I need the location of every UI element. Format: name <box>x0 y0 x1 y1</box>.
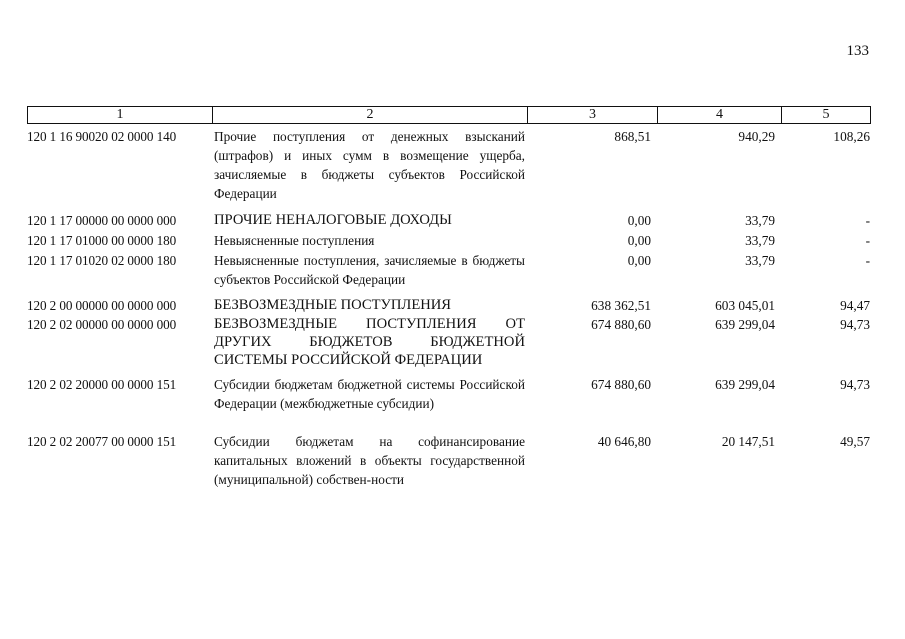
row-description: БЕЗВОЗМЕЗДНЫЕ ПОСТУПЛЕНИЯ ОТ ДРУГИХ БЮДЖЕТОВ БЮДЖЕТНОЙ СИСТЕМЫ РОССИЙСКОЙ ФЕДЕРАЦИИ <box>214 316 525 368</box>
table-row <box>27 127 870 203</box>
value-col-5: 49,57 <box>840 434 870 449</box>
value-col-4: 33,79 <box>745 253 775 268</box>
value-col-4: 639 299,04 <box>715 377 775 392</box>
table-row <box>27 211 870 230</box>
value-col-3: 674 880,60 <box>591 317 651 332</box>
value-col-5: - <box>865 213 870 228</box>
value-col-5: 94,47 <box>840 298 870 313</box>
row-description: БЕЗВОЗМЕЗДНЫЕ ПОСТУПЛЕНИЯ <box>214 297 452 313</box>
table-row <box>27 315 870 369</box>
budget-code: 120 2 02 20077 00 0000 151 <box>27 434 177 449</box>
value-col-3: 868,51 <box>614 129 651 144</box>
value-col-3: 674 880,60 <box>591 377 651 392</box>
value-col-5: - <box>865 253 870 268</box>
table-header-row <box>27 106 871 124</box>
column-header-3: 3 <box>528 107 658 123</box>
value-col-4: 33,79 <box>745 213 775 228</box>
value-col-3: 0,00 <box>627 253 651 268</box>
value-col-4: 940,29 <box>738 129 775 144</box>
budget-code: 120 1 17 00000 00 0000 000 <box>27 213 177 228</box>
column-header-2: 2 <box>213 107 528 123</box>
table-row <box>27 432 870 489</box>
value-col-5: 94,73 <box>840 317 870 332</box>
value-col-5: 108,26 <box>833 129 870 144</box>
table-row <box>27 375 870 413</box>
table-row <box>27 231 870 250</box>
value-col-5: - <box>865 233 870 248</box>
budget-code: 120 1 17 01020 02 0000 180 <box>27 253 177 268</box>
value-col-4: 33,79 <box>745 233 775 248</box>
row-description: Прочие поступления от денежных взысканий (штрафов) и иных сумм в возмещение ущерба, зачисляемые в бюджеты субъектов Российской Федерации <box>214 129 525 201</box>
budget-code: 120 2 02 00000 00 0000 000 <box>27 317 177 332</box>
row-description: Субсидии бюджетам на софинансирование капитальных вложений в объекты государственной (муниципальной) собствен-ности <box>214 434 525 487</box>
value-col-4: 639 299,04 <box>715 317 775 332</box>
row-description: Невыясненные поступления, зачисляемые в бюджеты субъектов Российской Федерации <box>214 253 525 287</box>
row-description: Невыясненные поступления <box>214 233 375 248</box>
value-col-4: 20 147,51 <box>721 434 775 449</box>
budget-code: 120 1 16 90020 02 0000 140 <box>27 129 177 144</box>
budget-code: 120 2 02 20000 00 0000 151 <box>27 377 177 392</box>
column-header-1: 1 <box>28 107 213 123</box>
value-col-3: 0,00 <box>627 213 651 228</box>
value-col-4: 603 045,01 <box>715 298 775 313</box>
value-col-3: 638 362,51 <box>591 298 651 313</box>
budget-code: 120 2 00 00000 00 0000 000 <box>27 298 177 313</box>
value-col-3: 0,00 <box>627 233 651 248</box>
budget-code: 120 1 17 01000 00 0000 180 <box>27 233 177 248</box>
page-number: 133 <box>846 43 869 59</box>
value-col-5: 94,73 <box>840 377 870 392</box>
row-description: ПРОЧИЕ НЕНАЛОГОВЫЕ ДОХОДЫ <box>214 212 452 228</box>
column-header-5: 5 <box>822 107 830 122</box>
column-header-4: 4 <box>658 107 782 123</box>
row-description: Субсидии бюджетам бюджетной системы Российской Федерации (межбюджетные субсидии) <box>214 377 525 411</box>
table-row <box>27 296 870 315</box>
value-col-3: 40 646,80 <box>597 434 651 449</box>
table-row <box>27 251 870 289</box>
